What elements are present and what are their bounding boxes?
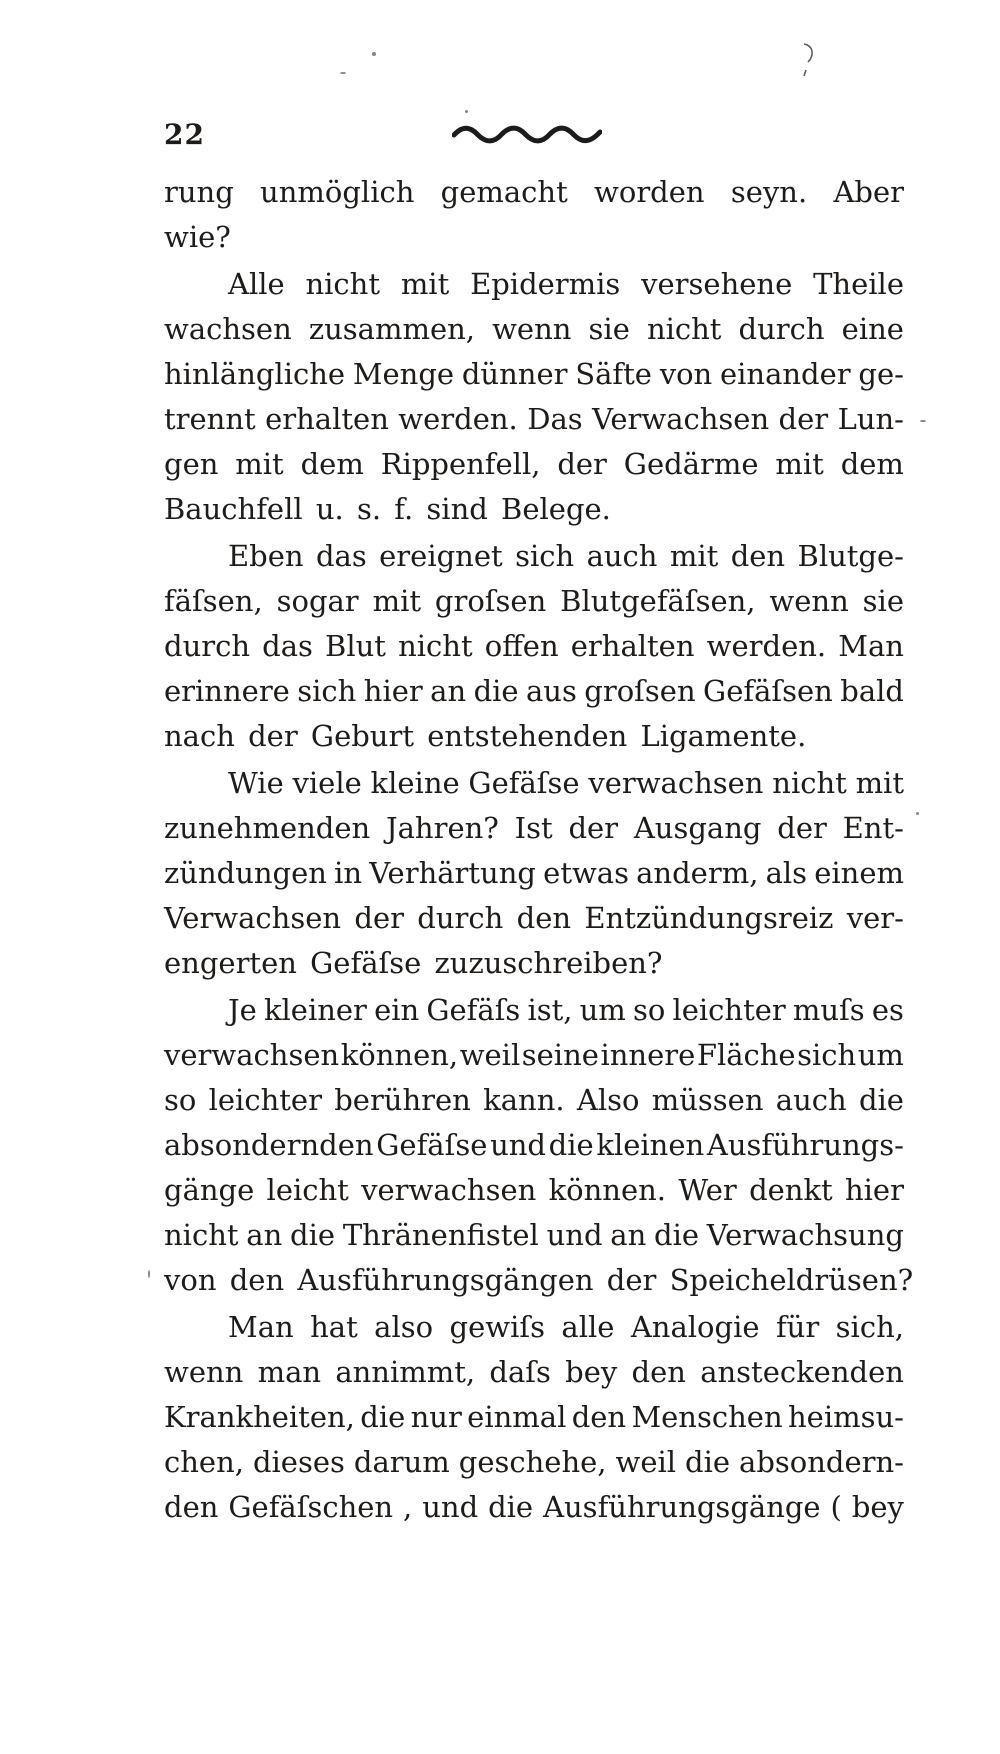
- word: sie: [588, 312, 630, 346]
- line-text: nach der Geburt entstehenden Ligamente.: [164, 719, 807, 753]
- word: Wer: [678, 1173, 737, 1207]
- word: Verwachsen: [164, 901, 342, 935]
- text-line: [164, 487, 904, 532]
- word: nicht: [646, 312, 722, 346]
- word: durch: [738, 312, 825, 346]
- word: das: [262, 629, 313, 663]
- ink-speck: [372, 52, 376, 56]
- word: darum: [353, 1445, 450, 1479]
- word: Gefäſschen: [228, 1490, 394, 1524]
- word: auch: [586, 539, 658, 573]
- word: und: [490, 1128, 546, 1162]
- word: Menschen: [631, 1400, 783, 1434]
- word: dem: [840, 447, 904, 481]
- paragraph: [164, 170, 904, 260]
- word: Fläche: [696, 1038, 796, 1072]
- text-line: [164, 1305, 904, 1350]
- word: Also: [576, 1083, 640, 1117]
- word: so: [164, 1083, 197, 1117]
- text-line: [164, 988, 904, 1033]
- paragraph: [164, 761, 904, 986]
- word: die: [654, 1218, 700, 1252]
- word: innere: [600, 1038, 696, 1072]
- word: einander: [719, 357, 851, 391]
- paragraph: [164, 988, 914, 1303]
- word: dünner: [461, 357, 568, 391]
- text-line: [164, 170, 904, 215]
- word: an: [430, 674, 467, 708]
- word: nicht: [305, 267, 380, 301]
- word: mit: [669, 539, 719, 573]
- word: den: [164, 1490, 219, 1524]
- word: der: [777, 811, 827, 845]
- word: nicht: [164, 1218, 239, 1252]
- word: bey: [851, 1490, 904, 1524]
- word: hier: [363, 674, 423, 708]
- word: erinnere: [164, 674, 290, 708]
- word: und: [546, 1218, 603, 1252]
- word: Lun-: [837, 402, 904, 436]
- margin-mark-icon: [800, 40, 820, 80]
- word: geschehe,: [458, 1445, 607, 1479]
- word: ver-: [846, 901, 904, 935]
- word: annimmt,: [335, 1355, 476, 1389]
- word: kleinen: [596, 1128, 705, 1162]
- word: um: [579, 993, 626, 1027]
- page-number: 22: [164, 118, 205, 151]
- word: Alle: [228, 267, 285, 301]
- word: kleine: [370, 766, 460, 800]
- word: Säfte: [575, 357, 652, 391]
- word: eine: [841, 312, 904, 346]
- word: mit: [775, 447, 824, 481]
- word: hier: [844, 1173, 904, 1207]
- text-line: [164, 442, 904, 487]
- word: erhalten: [265, 402, 389, 436]
- ink-speck: [916, 812, 919, 815]
- word: erhalten: [570, 629, 695, 663]
- word: wenn: [164, 1355, 244, 1389]
- word: Ausführungsgänge: [543, 1490, 821, 1524]
- word: Thränenfistel: [342, 1218, 539, 1252]
- text-line: [164, 307, 904, 352]
- word: heimsu-: [787, 1400, 904, 1434]
- word: den: [571, 1400, 627, 1434]
- word: sie: [862, 584, 904, 618]
- word: die: [473, 674, 519, 708]
- word: Verhärtung: [369, 856, 536, 890]
- word: das: [315, 539, 367, 573]
- word: zündungen: [164, 856, 327, 890]
- word: die: [548, 1128, 594, 1162]
- word: nur: [410, 1400, 462, 1434]
- word: muſs: [792, 993, 865, 1027]
- word: die: [488, 1490, 534, 1524]
- word: unmöglich: [260, 175, 415, 209]
- word: fäſsen,: [164, 584, 263, 618]
- word: (: [830, 1490, 842, 1524]
- word: chen,: [164, 1445, 244, 1479]
- text-line: [164, 534, 904, 579]
- text-line: [164, 1078, 904, 1123]
- text-line: [164, 714, 904, 759]
- paragraph: [164, 262, 904, 532]
- line-text: Bauchfell u. s. f. sind Belege.: [164, 492, 611, 526]
- word: kann.: [483, 1083, 565, 1117]
- text-line: [164, 1350, 904, 1395]
- word: trennt: [164, 402, 256, 436]
- word: dieses: [252, 1445, 345, 1479]
- word: Man: [228, 1310, 294, 1344]
- word: anderm,: [636, 856, 759, 890]
- text-line: [164, 1213, 904, 1258]
- word: ereignet: [379, 539, 503, 573]
- word: seine: [521, 1038, 599, 1072]
- word: und: [422, 1490, 479, 1524]
- word: also: [374, 1310, 434, 1344]
- word: an: [610, 1218, 647, 1252]
- text-line: [164, 262, 904, 307]
- word: Jahren?: [386, 811, 499, 845]
- word: Gefäſsen: [703, 674, 833, 708]
- line-text: wie?: [164, 220, 231, 254]
- word: Blut: [325, 629, 386, 663]
- text-line: [164, 215, 904, 260]
- word: durch: [417, 901, 504, 935]
- word: groſsen: [434, 584, 547, 618]
- word: wenn: [769, 584, 849, 618]
- word: einem: [814, 856, 904, 890]
- word: worden: [594, 175, 705, 209]
- text-line: [164, 352, 904, 397]
- text-line: [164, 624, 904, 669]
- word: leichter: [208, 1083, 322, 1117]
- word: rung: [164, 175, 234, 209]
- word: mit: [372, 584, 422, 618]
- text-line: [164, 1395, 904, 1440]
- word: sich: [515, 539, 575, 573]
- word: leichter: [672, 993, 786, 1027]
- paragraph: [164, 1305, 904, 1530]
- word: Aber: [833, 175, 904, 209]
- line-text: engerten Gefäſse zuzuschreiben?: [164, 946, 663, 980]
- word: viele: [292, 766, 362, 800]
- word: Analogie: [630, 1310, 760, 1344]
- text-line: [164, 1440, 904, 1485]
- word: nicht: [398, 629, 473, 663]
- word: absondern-: [739, 1445, 904, 1479]
- word: man: [257, 1355, 322, 1389]
- text-line: [164, 941, 904, 986]
- word: Entzündungsreiz: [584, 901, 834, 935]
- word: Eben: [228, 539, 304, 573]
- word: die: [685, 1445, 731, 1479]
- word: nicht: [772, 766, 847, 800]
- word: Das: [527, 402, 583, 436]
- body-text: [164, 170, 914, 1530]
- word: zunehmenden: [164, 811, 371, 845]
- word: Ausführungs-: [706, 1128, 904, 1162]
- word: Man: [838, 629, 904, 663]
- word: daſs: [489, 1355, 551, 1389]
- word: Epidermis: [470, 267, 621, 301]
- word: gewiſs: [449, 1310, 545, 1344]
- word: verwachsen: [361, 1173, 537, 1207]
- word: zusammen,: [308, 312, 476, 346]
- word: die: [290, 1218, 336, 1252]
- word: Je: [228, 993, 257, 1027]
- word: Wie: [228, 766, 284, 800]
- word: verwachsen: [588, 766, 764, 800]
- ink-speck: [148, 1270, 150, 1278]
- text-line: [164, 1258, 914, 1303]
- word: leicht: [266, 1173, 349, 1207]
- word: sich: [297, 674, 357, 708]
- word: Blutge-: [797, 539, 904, 573]
- text-line: [164, 761, 904, 806]
- word: berühren: [334, 1083, 471, 1117]
- word: einmal: [467, 1400, 567, 1434]
- word: wenn: [492, 312, 572, 346]
- text-line: [164, 397, 904, 442]
- word: es: [871, 993, 904, 1027]
- word: mit: [235, 447, 284, 481]
- word: absondernden: [164, 1128, 374, 1162]
- word: den: [631, 1355, 686, 1389]
- word: Gedärme: [623, 447, 759, 481]
- word: um: [857, 1038, 904, 1072]
- word: durch: [164, 629, 251, 663]
- word: hinlängliche: [164, 357, 346, 391]
- word: verwachsen: [164, 1038, 340, 1072]
- word: groſsen: [584, 674, 696, 708]
- word: als: [765, 856, 808, 890]
- word: mit: [400, 267, 450, 301]
- word: bey: [565, 1355, 618, 1389]
- word: können.: [548, 1173, 667, 1207]
- word: werden.: [706, 629, 827, 663]
- word: gänge: [164, 1173, 255, 1207]
- word: die: [360, 1400, 406, 1434]
- word: etwas: [543, 856, 629, 890]
- word: der: [557, 447, 607, 481]
- word: aus: [526, 674, 577, 708]
- word: an: [246, 1218, 283, 1252]
- word: werden.: [398, 402, 518, 436]
- word: Blutgefäſsen,: [560, 584, 756, 618]
- word: auch: [775, 1083, 847, 1117]
- word: der: [354, 901, 404, 935]
- word: alle: [561, 1310, 615, 1344]
- text-line: [164, 851, 904, 896]
- word: sich: [797, 1038, 857, 1072]
- word: gemacht: [440, 175, 568, 209]
- ink-speck: [340, 72, 346, 74]
- wavy-rule-ornament-icon: [452, 122, 602, 144]
- word: Menge: [352, 357, 455, 391]
- word: offen: [484, 629, 559, 663]
- word: bald: [840, 674, 904, 708]
- word: von: [659, 357, 713, 391]
- word: Ist: [514, 811, 553, 845]
- text-line: [164, 579, 904, 624]
- word: dem: [300, 447, 364, 481]
- word: Verwachsung: [706, 1218, 904, 1252]
- word: die: [858, 1083, 904, 1117]
- word: sogar: [276, 584, 359, 618]
- text-line: [164, 806, 904, 851]
- word: weil: [615, 1445, 677, 1479]
- text-line: [164, 1033, 904, 1078]
- word: kleiner: [263, 993, 367, 1027]
- word: Gefäſse: [376, 1128, 488, 1162]
- word: Gefäſse: [468, 766, 580, 800]
- word: Ausgang: [633, 811, 762, 845]
- word: denkt: [749, 1173, 833, 1207]
- word: Gefäſs: [426, 993, 521, 1027]
- word: ,: [403, 1490, 413, 1524]
- word: weil: [459, 1038, 521, 1072]
- word: hat: [310, 1310, 358, 1344]
- word: ge-: [858, 357, 904, 391]
- ink-speck: [920, 420, 926, 422]
- word: sich,: [835, 1310, 904, 1344]
- text-line: [164, 1123, 904, 1168]
- word: der: [778, 402, 829, 436]
- word: Ent-: [842, 811, 904, 845]
- word: Rippenfell,: [380, 447, 541, 481]
- word: können,: [340, 1038, 459, 1072]
- word: Verwachsen: [592, 402, 770, 436]
- word: müssen: [651, 1083, 764, 1117]
- word: den: [516, 901, 572, 935]
- word: ansteckenden: [700, 1355, 904, 1389]
- text-line: [164, 896, 904, 941]
- word: seyn.: [730, 175, 808, 209]
- ink-speck: [465, 110, 468, 113]
- word: versehene: [641, 267, 793, 301]
- line-text: von den Ausführungsgängen der Speicheldrüsen?: [164, 1263, 914, 1297]
- paragraph: [164, 534, 904, 759]
- word: der: [568, 811, 619, 845]
- word: ist,: [527, 993, 573, 1027]
- word: Krankheiten,: [164, 1400, 355, 1434]
- word: wachsen: [164, 312, 292, 346]
- word: in: [334, 856, 363, 890]
- word: so: [632, 993, 666, 1027]
- word: den: [730, 539, 786, 573]
- word: mit: [855, 766, 904, 800]
- text-line: [164, 1485, 904, 1530]
- text-line: [164, 1168, 904, 1213]
- word: gen: [164, 447, 219, 481]
- text-line: [164, 669, 904, 714]
- word: Theile: [813, 267, 904, 301]
- word: für: [775, 1310, 820, 1344]
- word: ein: [374, 993, 420, 1027]
